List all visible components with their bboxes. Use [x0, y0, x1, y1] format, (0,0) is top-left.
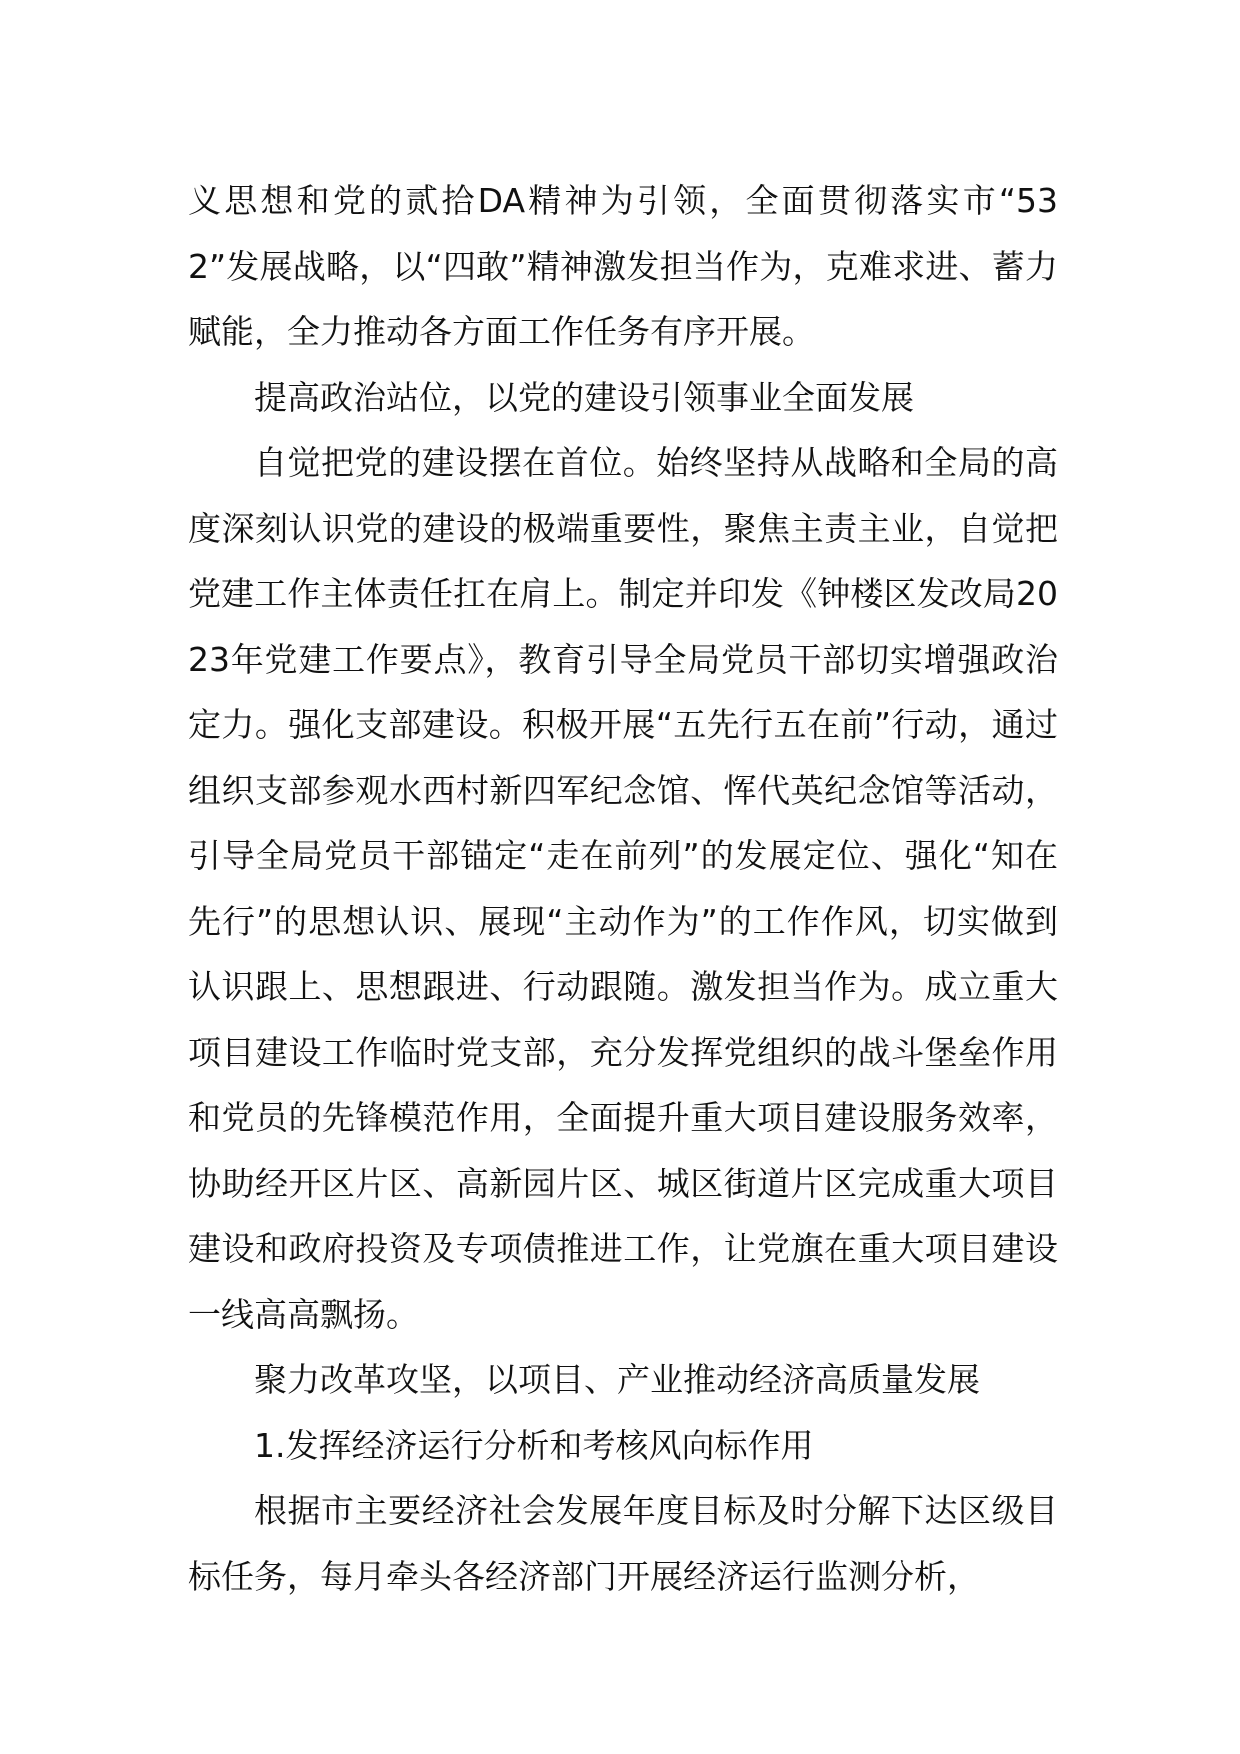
paragraph-party-building: 自觉把党的建设摆在首位。始终坚持从战略和全局的高度深刻认识党的建设的极端重要性，聚焦主责主业，自觉把党建工作主体责任扛在肩上。制定并印发《钟楼区发改局2023年党建工作要点》，教育引导全局党员干部切实增强政治定力。强化支部建设。积极开展“五先行五在前”行动，通过组织支部参观水西村新四军纪念馆、恽代英纪念馆等活动，引导全局党员干部锚定“走在前列”的发展定位、强化“知在先行”的思想认识、展现“主动作为”的工作作风，切实做到认识跟上、思想跟进、行动跟随。激发担当作为。成立重大项目建设工作临时党支部，充分发挥党组织的战斗堡垒作用和党员的先锋模范作用，全面提升重大项目建设服务效率，协助经开区片区、高新园片区、城区街道片区完成重大项目建设和政府投资及专项债推进工作，让党旗在重大项目建设一线高高飘扬。: [188, 443, 1058, 1334]
section-heading-reform: 聚力改革攻坚，以项目、产业推动经济高质量发展: [254, 1360, 980, 1399]
document-body: [188, 168, 1058, 1609]
section-heading-party-building: 提高政治站位，以党的建设引领事业全面发展: [254, 377, 914, 417]
paragraph-economic-analysis: 根据市主要经济社会发展年度目标及时分解下达区级目标任务，每月牵头各经济部门开展经济运行监测分析，: [188, 1491, 1058, 1596]
paragraph-intro-continuation: 义思想和党的贰拾DA精神为引领，全面贯彻落实市“532”发展战略，以“四敢”精神激发担当作为，克难求进、蓄力赋能，全力推动各方面工作任务有序开展。: [188, 181, 1058, 351]
subheading-economic-analysis: 1.发挥经济运行分析和考核风向标作用: [254, 1425, 814, 1465]
